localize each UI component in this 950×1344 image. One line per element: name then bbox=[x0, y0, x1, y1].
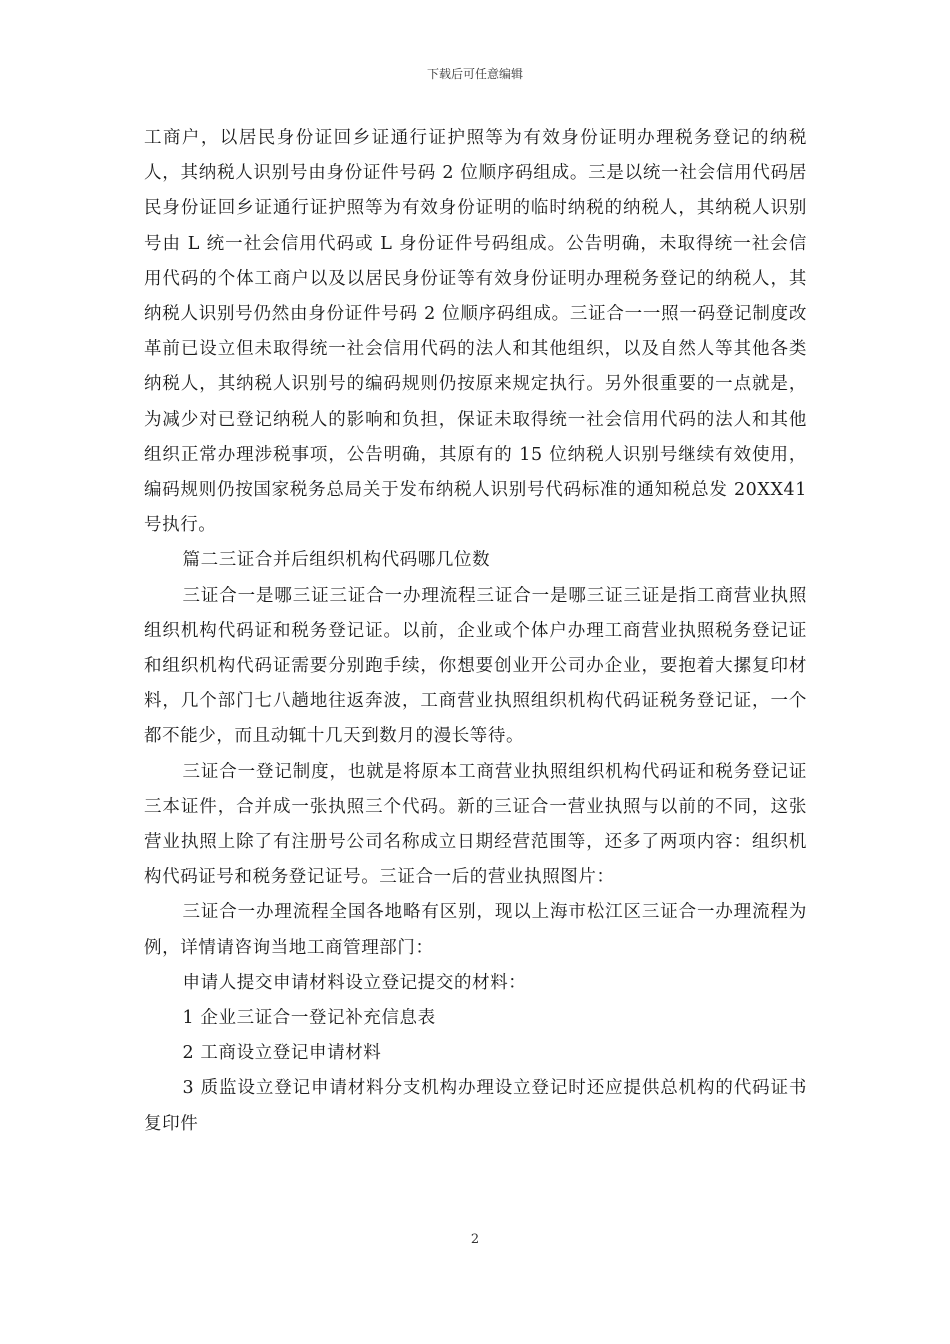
paragraph-5: 三证合一办理流程全国各地略有区别，现以上海市松江区三证合一办理流程为例，详情请咨询当地工商管理部门： bbox=[144, 902, 807, 958]
document-body bbox=[144, 121, 807, 1142]
section-heading: 篇二三证合并后组织机构代码哪几位数 bbox=[182, 550, 491, 571]
list-item-3: 3 质监设立登记申请材料分支机构办理设立登记时还应提供总机构的代码证书复印件 bbox=[144, 1078, 807, 1134]
paragraph-3: 三证合一是哪三证三证合一办理流程三证合一是哪三证三证是指工商营业执照组织机构代码证和税务登记证。以前，企业或个体户办理工商营业执照税务登记证和组织机构代码证需要分别跑手续，你想要创业开公司办企业，要抱着大摞复印材料，几个部门七八趟地往返奔波，工商营业执照组织机构代码证税务登记证，一个都不能少，而且动辄十几天到数月的漫长等待。 bbox=[144, 585, 807, 747]
list-item-2: 2 工商设立登记申请材料 bbox=[182, 1043, 382, 1064]
paragraph-4: 三证合一登记制度，也就是将原本工商营业执照组织机构代码证和税务登记证三本证件，合并成一张执照三个代码。新的三证合一营业执照与以前的不同，这张营业执照上除了有注册号公司名称成立日期经营范围等，还多了两项内容：组织机构代码证号和税务登记证号。三证合一后的营业执照图片： bbox=[144, 761, 807, 888]
paragraph-1: 工商户，以居民身份证回乡证通行证护照等为有效身份证明办理税务登记的纳税人，其纳税人识别号由身份证件号码 2 位顺序码组成。三是以统一社会信用代码居民身份证回乡证通行证护照等为有效身份证明的临时纳税的纳税人，其纳税人识别号由 L 统一社会信用代码或 L 身份证件号码组成。公告明确，未取得统一社会信用代码的个体工商户以及以居民身份证等有效身份证明办理税务登记的纳税人，其纳税人识别号仍然由身份证件号码 2 位顺序码组成。三证合一一照一码登记制度改革前已设立但未取得统一社会信用代码的法人和其他组织，以及自然人等其他各类纳税人，其纳税人识别号的编码规则仍按原来规定执行。另外很重要的一点就是，为减少对已登记纳税人的影响和负担，保证未取得统一社会信用代码的法人和其他组织正常办理涉税事项，公告明确，其原有的 15 位纳税人识别号继续有效使用，编码规则仍按国家税务总局关于发布纳税人识别号代码标准的通知税总发 20XX41 号执行。 bbox=[144, 128, 807, 536]
paragraph-6: 申请人提交申请材料设立登记提交的材料： bbox=[182, 972, 527, 993]
list-item-1: 1 企业三证合一登记补充信息表 bbox=[182, 1008, 436, 1029]
page-header: 下载后可任意编辑 bbox=[426, 67, 523, 81]
page-number: 2 bbox=[470, 1232, 480, 1247]
